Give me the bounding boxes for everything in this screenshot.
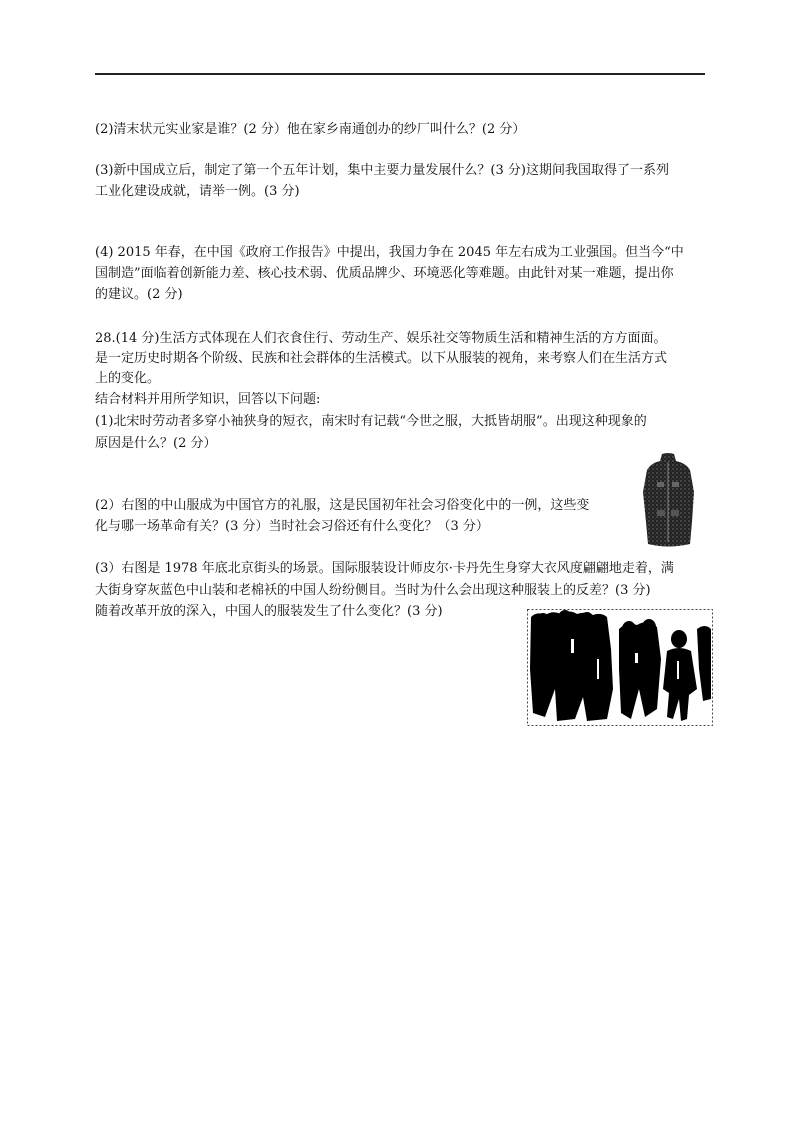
q28-intro-line1: 28.(14 分)生活方式体现在人们衣食住行、劳动生产、娱乐社交等物质生活和精神生活的方方面面。 — [95, 331, 667, 346]
q28-part2-line1: (2）右图的中山服成为中国官方的礼服，这是民国初年社会习俗变化中的一例，这些变 — [95, 498, 590, 513]
q27-part4-line2: 国制造”面临着创新能力差、核心技术弱、优质品牌少、环境恶化等难题。由此针对某一难题，提出你 — [95, 266, 674, 281]
q28-intro-line3: 上的变化。 — [95, 371, 161, 386]
q28-part3-line3: 随着改革开放的深入，中国人的服装发生了什么变化？(3 分) — [95, 604, 443, 619]
q27-part4-line3: 的建议。(2 分) — [95, 287, 183, 302]
q28-part3-line1: (3）右图是 1978 年底北京街头的场景。国际服装设计师皮尔·卡丹先生身穿大衣风度翩翩地走着，满 — [95, 561, 674, 576]
q27-part3-line1: (3)新中国成立后，制定了第一个五年计划，集中主要力量发展什么？(3 分)这期间我国取得了一系列 — [95, 163, 669, 178]
q28-intro-line4: 结合材料并用所学知识，回答以下问题: — [95, 392, 321, 407]
q27-part2: (2)清末状元实业家是谁？(2 分）他在家乡南通创办的纱厂叫什么？(2 分） — [95, 122, 526, 137]
q27-part3-line2: 工业化建设成就，请举一例。(3 分) — [95, 184, 300, 199]
zhongshan-suit-photo — [640, 452, 696, 549]
q27-part4-line1: (4) 2015 年春，在中国《政府工作报告》中提出，我国力争在 2045 年左右成为工业强国。但当今“中 — [95, 245, 684, 260]
beijing-street-1978-photo — [527, 609, 713, 726]
q28-part3-line2: 大街身穿灰蓝色中山装和老棉袄的中国人纷纷侧目。当时为什么会出现这种服装上的反差？(3 分) — [95, 583, 651, 598]
q28-part1-line1: (1)北宋时劳动者多穿小袖狭身的短衣，南宋时有记载“今世之服，大抵皆胡服”。出现这种现象的 — [95, 414, 647, 429]
header-rule — [95, 73, 705, 75]
q28-part1-line2: 原因是什么？(2 分） — [95, 436, 217, 451]
q28-part2-line2: 化与哪一场革命有关？(3 分）当时社会习俗还有什么变化？（3 分） — [95, 519, 489, 534]
q28-intro-line2: 是一定历史时期各个阶级、民族和社会群体的生活模式。以下从服装的视角，来考察人们在生活方式 — [95, 351, 668, 366]
